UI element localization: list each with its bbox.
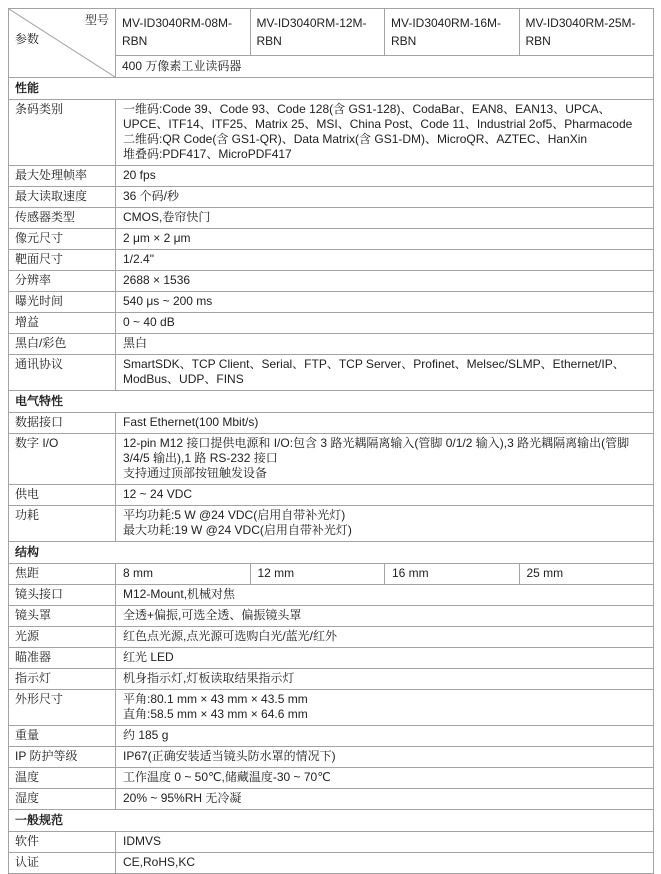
table-row: [9, 208, 653, 229]
row-value: [116, 355, 653, 390]
row-value: [116, 229, 653, 249]
row-label: 镜头接口: [9, 585, 116, 605]
row-label: 光源: [9, 627, 116, 647]
row-value: [116, 271, 653, 291]
row-label: 功耗: [9, 506, 116, 541]
row-value: [116, 292, 653, 312]
section-header: 电气特性: [9, 391, 653, 413]
row-value: [116, 832, 653, 852]
row-label: 像元尺寸: [9, 229, 116, 249]
row-value: [116, 187, 653, 207]
table-row: [9, 166, 653, 187]
table-row: [9, 434, 653, 485]
row-label: 增益: [9, 313, 116, 333]
row-value: [116, 434, 653, 484]
table-row: [9, 250, 653, 271]
model-name: MV-ID3040RM-16M-RBN: [385, 9, 520, 55]
row-value-line: 全透+偏振,可选全透、偏振镜头罩: [123, 608, 302, 622]
row-label: 湿度: [9, 789, 116, 809]
row-value-line: 0 ~ 40 dB: [123, 315, 175, 329]
table-row: [9, 413, 653, 434]
row-value: [116, 413, 653, 433]
row-label: 数字 I/O: [9, 434, 116, 484]
table-row: [9, 853, 653, 873]
model-name: MV-ID3040RM-25M-RBN: [525, 16, 636, 48]
row-value-line: 2688 × 1536: [123, 273, 191, 287]
row-label: 通讯协议: [9, 355, 116, 390]
row-value-line: 二维码:QR Code(含 GS1-QR)、Data Matrix(含 GS1-DM)、MicroQR、AZTEC、HanXin: [123, 132, 588, 146]
row-value: [116, 585, 653, 605]
row-value: [116, 313, 653, 333]
row-label: IP 防护等级: [9, 747, 116, 767]
row-value: [116, 485, 653, 505]
row-value-line: IP67(正确安装适当镜头防水罩的情况下): [123, 749, 336, 763]
table-row: [9, 606, 653, 627]
series-description: 400 万像素工业读码器: [122, 59, 242, 73]
row-value: [116, 669, 653, 689]
row-value-line: 一维码:Code 39、Code 93、Code 128(含 GS1-128)、CodaBar、EAN8、EAN13、UPCA、UPCE、ITF14、ITF25、Matrix 25、MSI、China Post、Code 11、Industrial 2of5、Pharmacode: [123, 102, 633, 131]
row-value-line: 20% ~ 95%RH 无冷凝: [123, 791, 242, 805]
table-row: [9, 187, 653, 208]
row-value-line: 12-pin M12 接口提供电源和 I/O:包含 3 路光耦隔离输入(管脚 0/1/2 输入),3 路光耦隔离输出(管脚 3/4/5 输出),1 路 RS-232 接口: [123, 436, 630, 465]
row-label: 黑白/彩色: [9, 334, 116, 354]
table-header: [9, 9, 653, 78]
spec-table: [8, 8, 654, 874]
row-value-line: 堆叠码:PDF417、MicroPDF417: [123, 147, 292, 161]
table-row: [9, 100, 653, 166]
row-label: 软件: [9, 832, 116, 852]
row-value: [116, 334, 653, 354]
row-value: [116, 100, 653, 165]
header-right: [116, 9, 653, 77]
table-row: [9, 229, 653, 250]
row-value-line: 平均功耗:5 W @24 VDC(启用自带补光灯): [123, 508, 346, 522]
model-name: MV-ID3040RM-08M-RBN: [116, 9, 251, 55]
row-value-column: 25 mm: [526, 566, 564, 580]
row-value-line: IDMVS: [123, 834, 162, 848]
row-value-line: 平角:80.1 mm × 43 mm × 43.5 mm: [123, 692, 308, 706]
row-value: [116, 747, 653, 767]
row-value-columns: [116, 564, 653, 584]
model-name: MV-ID3040RM-12M-RBN: [251, 9, 386, 55]
row-value: [116, 768, 653, 788]
row-value-line: 红色点光源,点光源可选购白光/蓝光/红外: [123, 629, 338, 643]
row-value-line: 黑白: [123, 336, 148, 350]
row-value: [116, 789, 653, 809]
row-value-line: 工作温度 0 ~ 50℃,储藏温度-30 ~ 70℃: [123, 770, 331, 784]
table-row: [9, 355, 653, 391]
row-value-column: 8 mm: [116, 564, 251, 584]
row-value-line: M12-Mount,机械对焦: [123, 587, 236, 601]
table-row: [9, 485, 653, 506]
row-label: 镜头罩: [9, 606, 116, 626]
row-value: [116, 627, 653, 647]
corner-label-model: 型号: [84, 13, 109, 27]
section-header: 结构: [9, 542, 653, 564]
table-row: [9, 627, 653, 648]
table-row: [9, 789, 653, 810]
row-value-line: 12 ~ 24 VDC: [123, 487, 193, 501]
row-value-column: 12 mm: [251, 564, 386, 584]
table-row: [9, 585, 653, 606]
row-label: 指示灯: [9, 669, 116, 689]
row-value-line: 1/2.4": [123, 252, 154, 266]
row-value-line: 2 μm × 2 μm: [123, 231, 191, 245]
row-value-line: CE,RoHS,KC: [123, 855, 196, 869]
row-label: 瞄准器: [9, 648, 116, 668]
row-value-line: 机身指示灯,灯板读取结果指示灯: [123, 671, 295, 685]
row-value: [116, 853, 653, 873]
row-label: 靶面尺寸: [9, 250, 116, 270]
row-label: 条码类别: [9, 100, 116, 165]
row-label: 数据接口: [9, 413, 116, 433]
section-header: 性能: [9, 78, 653, 100]
row-value-line: 20 fps: [123, 168, 156, 182]
row-value-line: Fast Ethernet(100 Mbit/s): [123, 415, 259, 429]
row-value-line: 540 μs ~ 200 ms: [123, 294, 213, 308]
row-label: 曝光时间: [9, 292, 116, 312]
row-value-line: 约 185 g: [123, 728, 169, 742]
corner-cell: [9, 9, 116, 77]
row-value-line: 红光 LED: [123, 650, 174, 664]
table-row: [9, 747, 653, 768]
table-row: [9, 334, 653, 355]
row-value: [116, 208, 653, 228]
row-value-column: 16 mm: [385, 564, 520, 584]
spec-body: [9, 78, 653, 873]
row-value: [116, 166, 653, 186]
table-row: [9, 726, 653, 747]
table-row: [9, 832, 653, 853]
table-row: [9, 690, 653, 726]
row-label: 温度: [9, 768, 116, 788]
table-row: [9, 564, 653, 585]
row-label: 认证: [9, 853, 116, 873]
row-value: [116, 250, 653, 270]
row-value-line: 36 个码/秒: [123, 189, 180, 203]
row-label: 供电: [9, 485, 116, 505]
row-value-line: 支持通过顶部按钮触发设备: [123, 466, 268, 480]
row-value: [116, 726, 653, 746]
row-label: 重量: [9, 726, 116, 746]
table-row: [9, 271, 653, 292]
table-row: [9, 669, 653, 690]
row-value: [116, 690, 653, 725]
corner-label-parameter: 参数: [15, 32, 40, 47]
row-label: 传感器类型: [9, 208, 116, 228]
table-row: [9, 648, 653, 669]
row-value-line: 最大功耗:19 W @24 VDC(启用自带补光灯): [123, 523, 352, 537]
row-value: [116, 606, 653, 626]
row-label: 最大读取速度: [9, 187, 116, 207]
row-value: [116, 648, 653, 668]
row-value-line: 直角:58.5 mm × 43 mm × 64.6 mm: [123, 707, 308, 721]
row-label: 外形尺寸: [9, 690, 116, 725]
row-value-line: CMOS,卷帘快门: [123, 210, 211, 224]
row-label: 焦距: [9, 564, 116, 584]
model-columns: [116, 9, 653, 56]
row-value-line: SmartSDK、TCP Client、Serial、FTP、TCP Server、Profinet、Melsec/SLMP、Ethernet/IP、ModBus、UDP、FINS: [123, 357, 625, 386]
row-value: [116, 506, 653, 541]
table-row: [9, 506, 653, 542]
section-header: 一般规范: [9, 810, 653, 832]
row-label: 最大处理帧率: [9, 166, 116, 186]
table-row: [9, 292, 653, 313]
table-row: [9, 768, 653, 789]
row-label: 分辨率: [9, 271, 116, 291]
table-row: [9, 313, 653, 334]
